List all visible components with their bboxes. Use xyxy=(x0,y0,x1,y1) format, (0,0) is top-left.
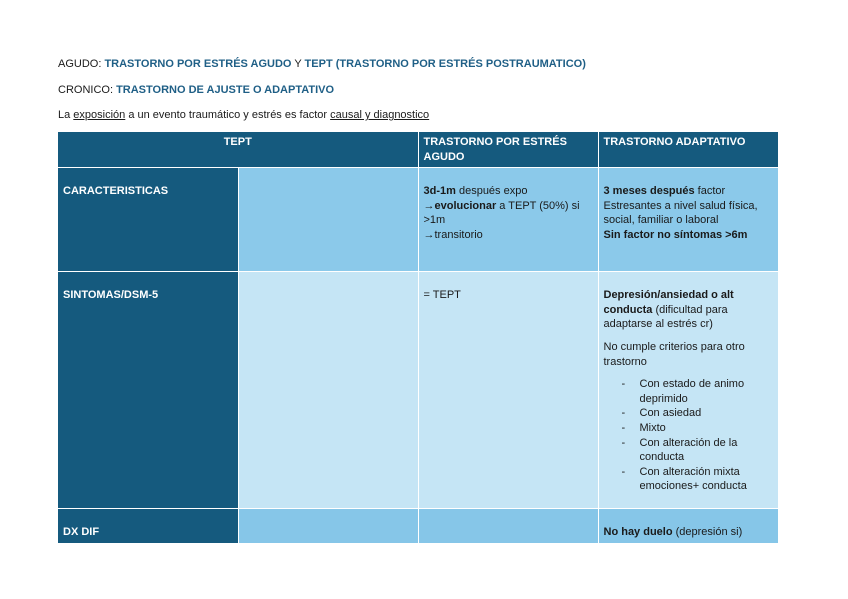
row-label-caracteristicas: CARACTERISTICAS xyxy=(58,168,238,272)
header-agudo: TRASTORNO POR ESTRÉS AGUDO xyxy=(418,132,598,168)
adapt-onset-text: factor xyxy=(694,185,726,198)
agudo-evolucionar: evolucionar xyxy=(434,199,497,212)
table-row-sintomas xyxy=(58,272,778,509)
row-label-sintomas: SINTOMAS/DSM-5 xyxy=(58,272,238,509)
agudo-duration: 3d-1m xyxy=(423,185,456,198)
agudo-duration-text: después expo xyxy=(455,185,528,198)
cell-agudo-dxdif xyxy=(418,509,598,544)
comparison-table xyxy=(58,132,779,544)
agudo-mid: Y xyxy=(291,58,305,70)
arrow-right-icon: → xyxy=(423,228,435,241)
table-header-row xyxy=(58,132,778,168)
header-tept: TEPT xyxy=(58,132,418,168)
intro-underlined-2: causal y diagnostico xyxy=(330,109,430,121)
list-item: - Con asiedad xyxy=(622,406,773,421)
agudo-transitorio: transitorio xyxy=(434,228,483,241)
agudo-prefix: AGUDO: xyxy=(58,58,105,70)
cell-adaptativo-sintomas xyxy=(598,272,778,509)
list-item: - Mixto xyxy=(622,421,773,436)
adapt-dxdif-text: (depresión si) xyxy=(672,526,743,539)
cell-adaptativo-caracteristicas xyxy=(598,168,778,272)
cell-agudo-caracteristicas xyxy=(418,168,598,272)
cronico-term: TRASTORNO DE AJUSTE O ADAPTATIVO xyxy=(116,84,335,96)
agudo-term-b: TEPT (TRASTORNO POR ESTRÉS POSTRAUMATICO) xyxy=(304,58,586,70)
adapt-onset: 3 meses después xyxy=(603,185,695,198)
adapt-dxdif-bold: No hay duelo xyxy=(603,526,673,539)
agudo-evolucionar-text: a TEPT (50%) si >1m xyxy=(423,199,580,227)
table-row-dxdif xyxy=(58,509,778,544)
intro-underlined-1: exposición xyxy=(73,109,126,121)
agudo-line xyxy=(58,58,586,70)
cell-agudo-sintomas xyxy=(418,272,598,509)
table-row-caracteristicas xyxy=(58,168,778,272)
list-item: - Con estado de animo deprimido xyxy=(622,377,773,406)
cronico-prefix: CRONICO: xyxy=(58,84,117,96)
arrow-right-icon: → xyxy=(423,199,435,212)
agudo-sintomas-text: = TEPT xyxy=(423,289,461,302)
intro-text-1: La xyxy=(58,109,74,121)
cell-tept-sintomas xyxy=(238,272,418,509)
adapt-sintomas-text: (dificultad para adaptarse al estrés cr) xyxy=(603,303,728,331)
intro-text-2: a un evento traumático y estrés es factor xyxy=(125,109,331,121)
cell-tept-caracteristicas xyxy=(238,168,418,272)
intro-line xyxy=(58,109,429,121)
adapt-criterios: No cumple criterios para otro trastorno xyxy=(603,340,745,368)
list-item: - Con alteración de la conducta xyxy=(622,436,773,465)
row-label-dxdif: DX DIF xyxy=(58,509,238,544)
cell-tept-dxdif xyxy=(238,509,418,544)
cronico-line xyxy=(58,84,334,96)
header-adaptativo: TRASTORNO ADAPTATIVO xyxy=(598,132,778,168)
list-item: - Con alteración mixta emociones+ conducta xyxy=(622,465,773,494)
cell-adaptativo-dxdif xyxy=(598,509,778,544)
agudo-term-a: TRASTORNO POR ESTRÉS AGUDO xyxy=(104,58,292,70)
adapt-sintomas-bold: Depresión/ansiedad o alt conducta xyxy=(603,289,734,316)
adapt-subtypes-list xyxy=(604,377,773,494)
adapt-duration-limit: Sin factor no síntomas >6m xyxy=(603,228,748,241)
adapt-stressors: Estresantes a nivel salud física, social, familiar o laboral xyxy=(603,199,758,227)
